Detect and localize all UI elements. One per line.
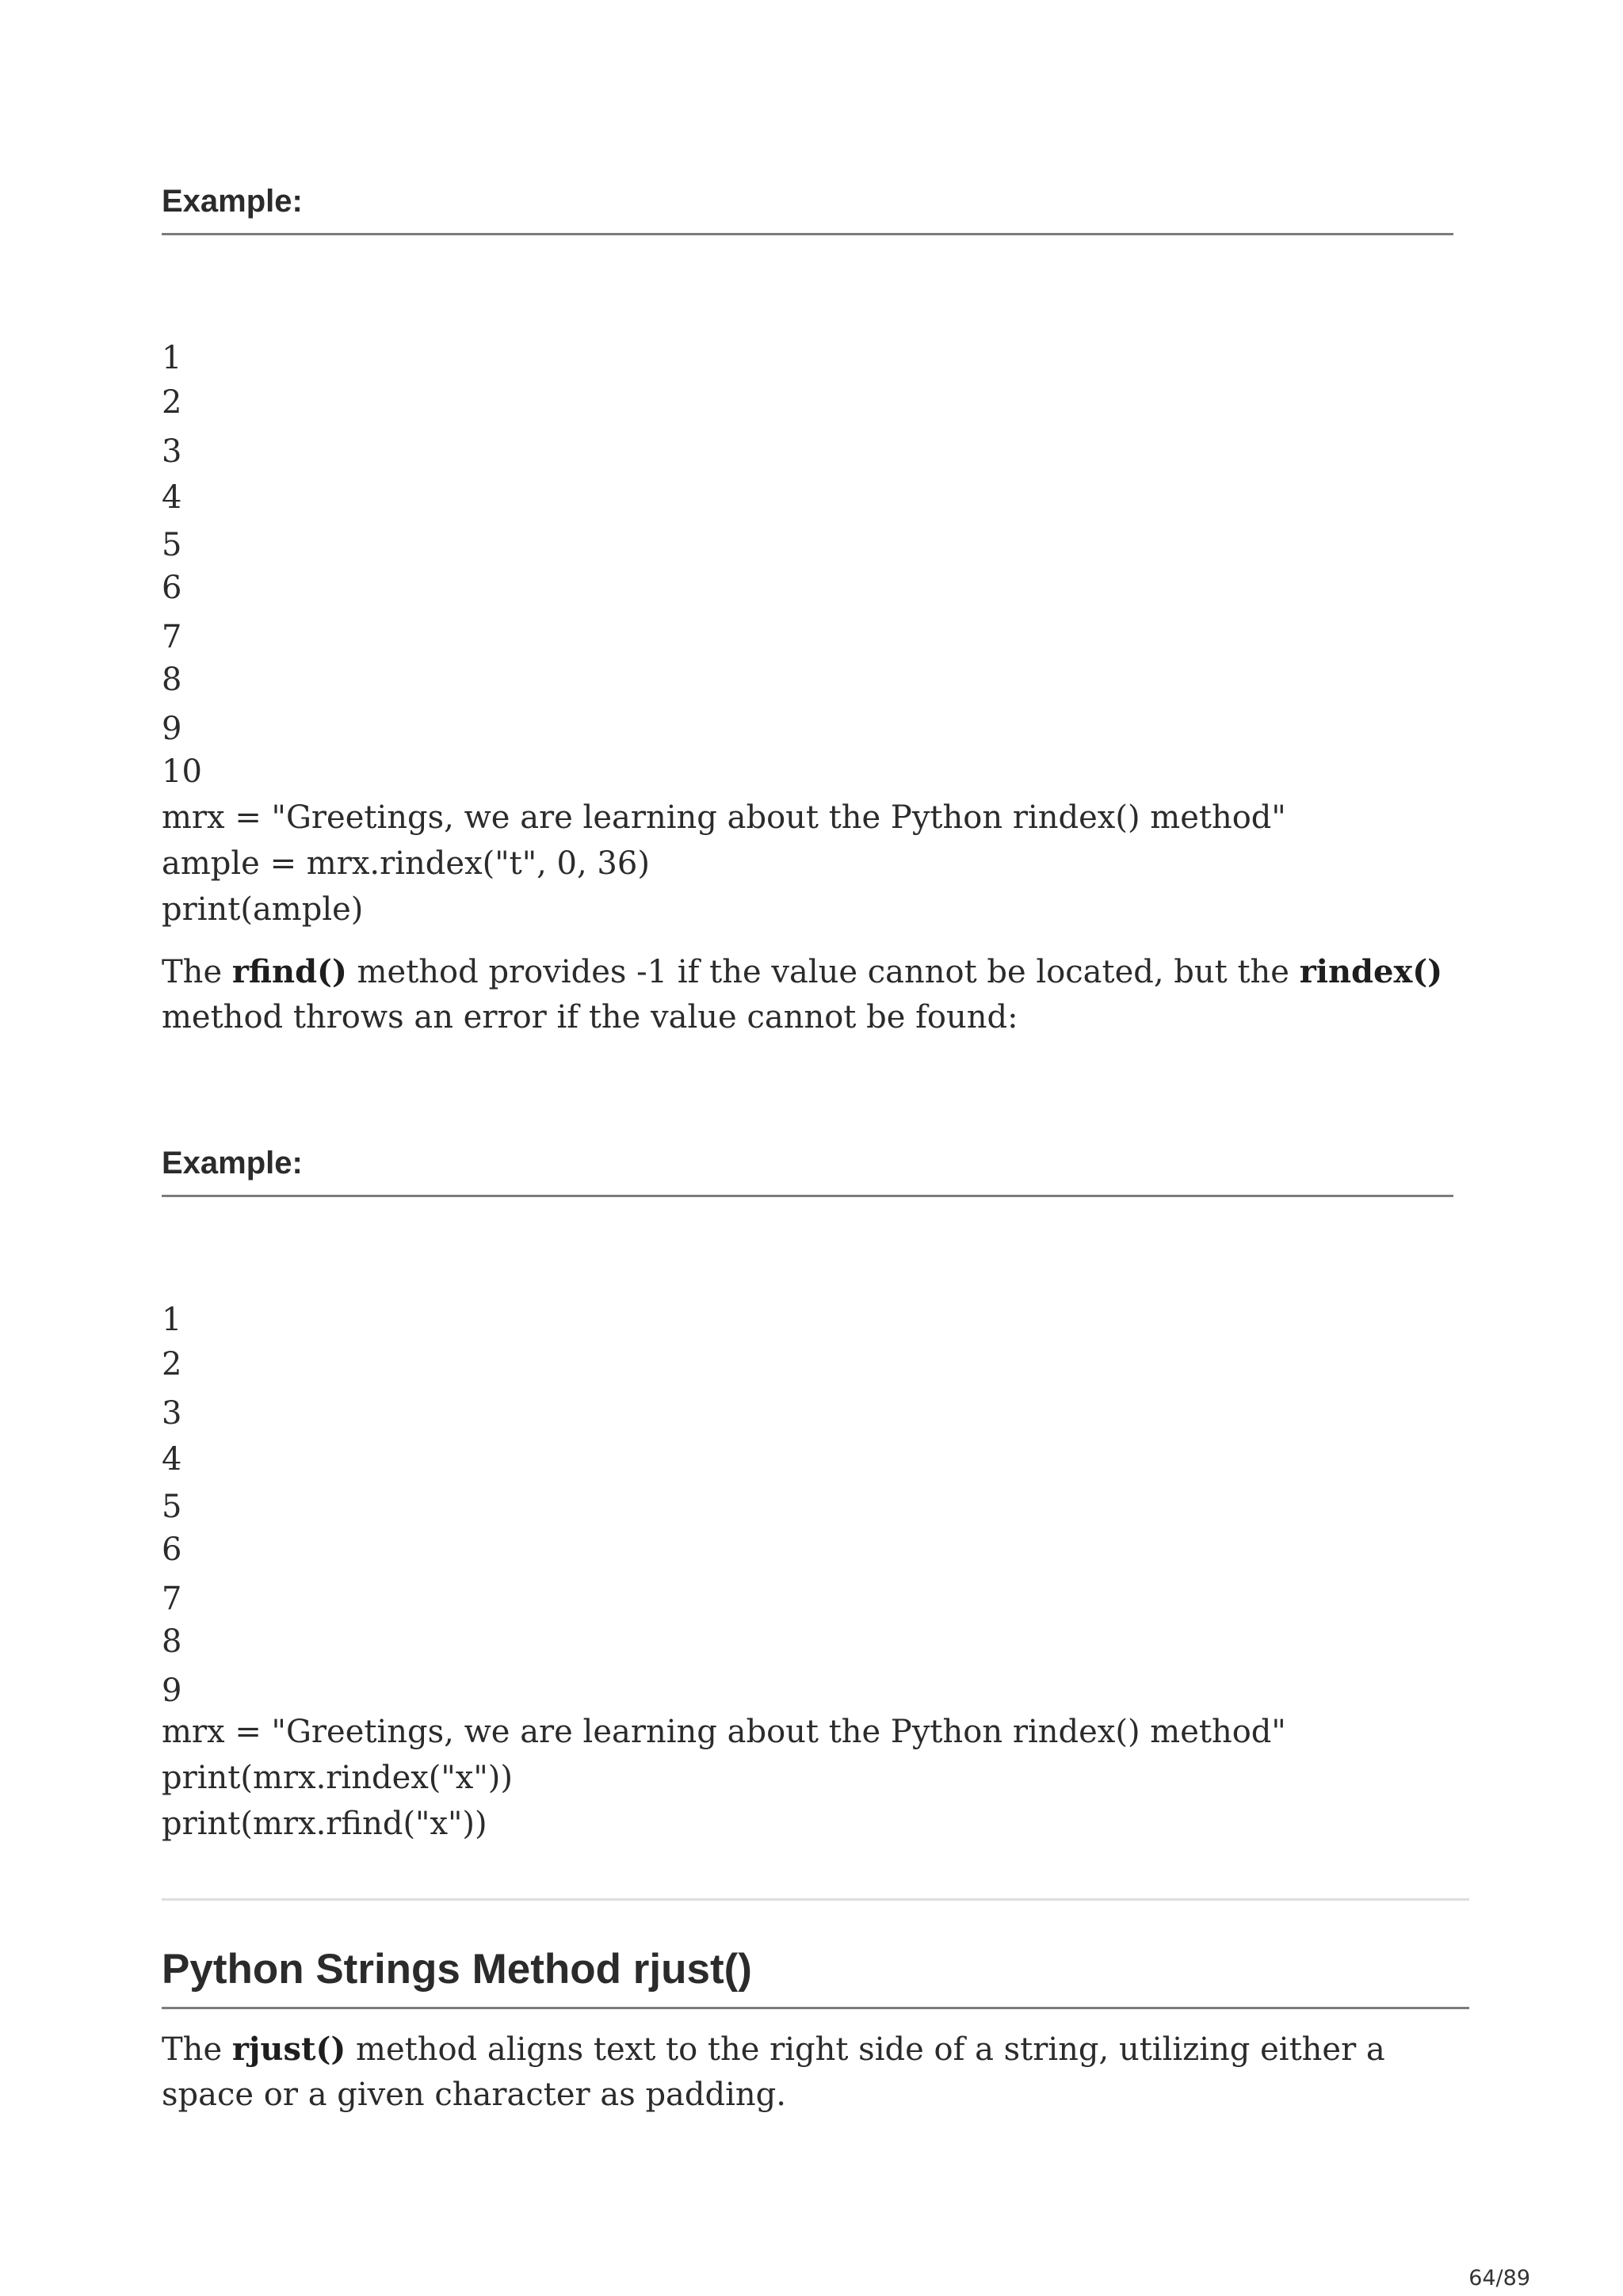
line-number: 9	[162, 1672, 182, 1709]
paragraph-text: The	[162, 2031, 232, 2068]
line-number: 1	[162, 340, 182, 376]
line-number: 3	[162, 1395, 182, 1432]
line-number: 5	[162, 1489, 182, 1525]
method-name: rjust()	[231, 2031, 346, 2068]
line-number: 5	[162, 527, 182, 563]
paragraph-text: method aligns text to the right side of a string, utilizing either a space or a given character as padding.	[162, 2031, 1385, 2113]
line-number: 9	[162, 711, 182, 747]
line-number: 1	[162, 1302, 182, 1338]
line-number: 4	[162, 1441, 182, 1478]
line-number: 7	[162, 619, 182, 655]
paragraph-text: The	[162, 954, 232, 990]
line-number: 10	[162, 753, 202, 790]
example-divider	[162, 1195, 1453, 1197]
paragraph-text: method throws an error if the value cannot be found:	[162, 999, 1018, 1035]
line-number: 4	[162, 479, 182, 516]
example-divider	[162, 233, 1453, 235]
example-label: Example:	[162, 1146, 303, 1180]
paragraph-text: method provides -1 if the value cannot be located, but the	[346, 954, 1300, 990]
code-line: print(ample)	[162, 891, 364, 928]
code-line: print(mrx.rfind("x"))	[162, 1806, 487, 1842]
section-divider	[162, 1898, 1469, 1901]
line-number: 8	[162, 662, 182, 698]
method-name: rfind()	[231, 953, 347, 990]
method-name: rindex()	[1299, 953, 1443, 990]
line-number: 6	[162, 570, 182, 606]
code-line: print(mrx.rindex("x"))	[162, 1760, 513, 1796]
line-number: 8	[162, 1623, 182, 1660]
code-line: mrx = "Greetings, we are learning about the Python rindex() method"	[162, 1714, 1286, 1750]
paragraph	[162, 2027, 1461, 2118]
code-line: mrx = "Greetings, we are learning about the Python rindex() method"	[162, 799, 1286, 836]
code-line: ample = mrx.rindex("t", 0, 36)	[162, 845, 650, 882]
line-number: 2	[162, 1346, 182, 1383]
page-number: 64/89	[1468, 2266, 1530, 2290]
heading-underline	[162, 2007, 1469, 2009]
line-number: 3	[162, 433, 182, 470]
paragraph	[162, 949, 1461, 1040]
example-label: Example:	[162, 184, 303, 219]
section-heading: Python Strings Method rjust()	[162, 1946, 752, 1993]
line-number: 6	[162, 1531, 182, 1568]
line-number: 2	[162, 384, 182, 421]
line-number: 7	[162, 1581, 182, 1617]
